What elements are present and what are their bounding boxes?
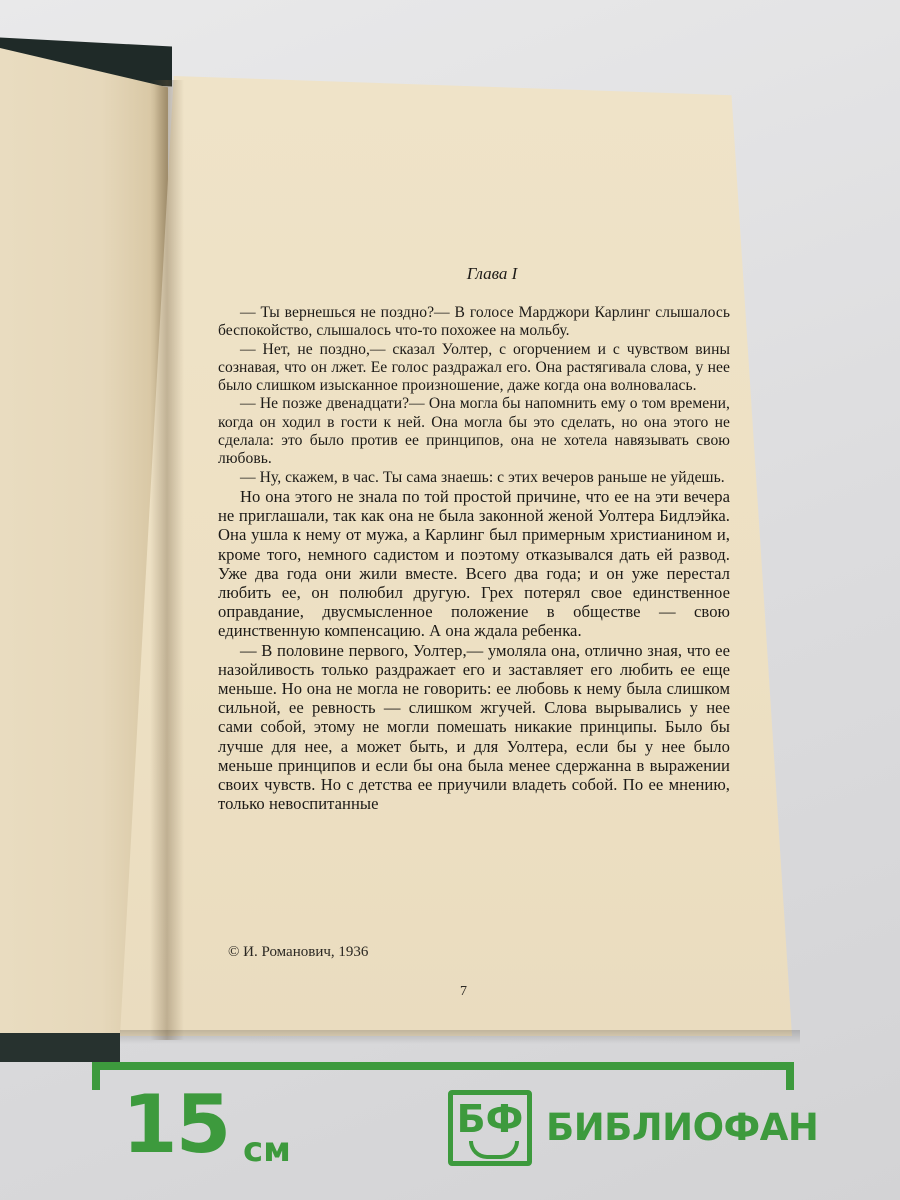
paragraph: — Ну, скажем, в час. Ты сама знаешь: с этих вечеров раньше не уйдешь. — [240, 468, 725, 486]
page-number: 7 — [460, 984, 467, 999]
book-gutter-shadow — [150, 80, 184, 1040]
paragraph: — В половине первого, Уолтер,— умоляла она, отлично зная, что ее назойливость только раздражает его и заставляет его любить ее еще меньше. Но она не могла не говорить: ее любовь к нему была слишком сильной, ее ревность — слишком жгучей. Слова вырывались у нее сами собой, этому не могли помешать никакие принципы. Было бы лучше для нее, а может быть, и для Уолтера, если бы у нее было меньше принципов и если бы она была менее сдержанна в выражении своих чувств. Но с детства ее приучили владеть собой. По ее мнению, только невоспитанные — [218, 640, 730, 814]
logo-mark: БФ — [456, 1097, 524, 1141]
page-text — [218, 264, 730, 813]
ruler-unit: см — [243, 1130, 291, 1170]
paragraph: — Нет, не поздно,— сказал Уолтер, с огорчением и с чувством вины сознавая, что он лжет. Ее голос раздражал его. Она растягивала слова, у нее было слишком изысканное произношение, даже когда она волновалась. — [218, 340, 730, 395]
paragraph: — Не позже двенадцати?— Она могла бы напомнить ему о том времени, когда он ходил в гости к ней. Она могла бы это сделать, но она этого не сделала: это было против ее принципов, она не хотела навязывать свою любовь. — [218, 395, 730, 468]
logo-icon — [448, 1090, 532, 1166]
ruler-number: 15 — [122, 1078, 230, 1171]
page-shadow — [120, 1030, 800, 1044]
paragraph: — Ты вернешься не поздно?— В голосе Марджори Карлинг слышалось беспокойство, слышалось что-то похожее на мольбу. — [218, 304, 730, 340]
ruler-bar — [92, 1062, 794, 1070]
chapter-title: Глава I — [466, 264, 518, 283]
paragraph: Но она этого не знала по той простой причине, что ее на эти вечера не приглашали, так как она не была законной женой Уолтера Бидлэйка. Она ушла к нему от мужа, а Карлинг был примерным христианином и, кроме того, немного садистом и поэтому отказывался дать ей развод. Уже два года они жили вместе. Всего два года; и он уже перестал любить ее, он полюбил другую. Грех потерял свое единственное оправдание, двусмысленное положение в обществе — свою единственную компенсацию. А она ждала ребенка. — [218, 486, 730, 641]
copyright-line: © И. Романович, 1936 — [228, 944, 369, 960]
ruler-tick-left — [92, 1062, 100, 1090]
logo-name: БИБЛИОФАН — [546, 1106, 819, 1149]
open-book-icon — [469, 1141, 519, 1159]
ruler-tick-right — [786, 1062, 794, 1090]
